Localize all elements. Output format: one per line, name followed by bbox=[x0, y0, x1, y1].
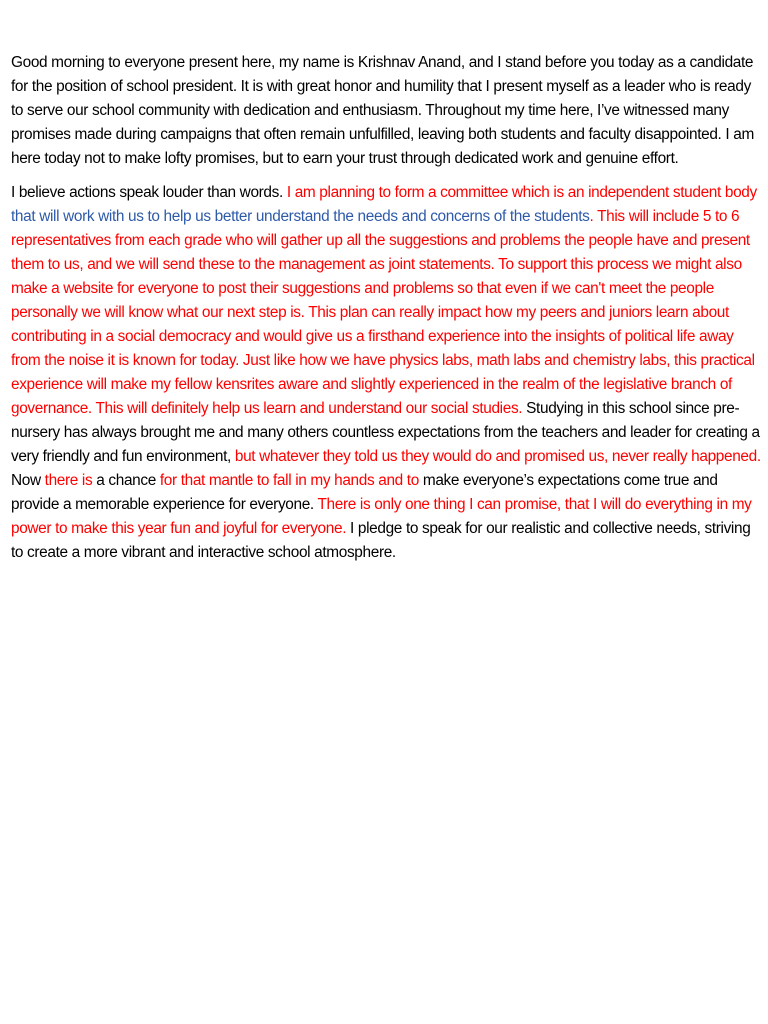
highlighted-text-segment: but whatever they told us they would do and promised us, never really happened. bbox=[234, 448, 761, 465]
highlighted-text-segment: There is only one thing I can promise, that I will do everything in my power to make this year fun and joyful for everyone. bbox=[11, 496, 752, 537]
document-body bbox=[11, 51, 763, 565]
highlighted-text-segment: that will work with us to help us better understand the needs and concerns of the students bbox=[11, 208, 590, 225]
text-segment: a chance bbox=[92, 472, 160, 489]
highlighted-text-segment: for that mantle to fall in my hands and to bbox=[159, 472, 419, 489]
highlighted-text-segment: . This will include 5 to 6 representatives from each grade who will gather up all the suggestions and problems the people have and present them to us, and we will send these to the management as joint statements. To support this process we might also make a website for everyone to post their suggestions and problems so that even if we can't meet the people personally we will know what our next step is. This plan can really impact how my peers and juniors learn about contributing in a social democracy and would give us a firsthand experience into the insights of political life away from the noise it is known for today. Just like how we have physics labs, math labs and chemistry labs, this practical experience will make my fellow kensrites aware and slightly experienced in the realm of the legislative branch of governance. This will definitely help us learn and understand our social studies. bbox=[11, 208, 755, 417]
highlighted-text-segment: I am planning to form a committee which is an independent student body bbox=[286, 184, 757, 201]
text-segment: I pledge to speak for our realistic and collective needs, striving to create a more vibrant and interactive school atmosphere. bbox=[11, 520, 751, 561]
highlighted-text-segment: there is bbox=[44, 472, 93, 489]
paragraph-platform bbox=[11, 181, 763, 565]
text-segment: make everyone’s expectations come true and provide a memorable experience for everyone. bbox=[11, 472, 718, 513]
text-segment: Studying in this school since pre-nursery has always brought me and many others countless expectations from the teachers and leader for creating a very friendly and fun environment, bbox=[11, 400, 760, 465]
text-segment: Now bbox=[11, 472, 45, 489]
paragraph-introduction: Good morning to everyone present here, my name is Krishnav Anand, and I stand before you today as a candidate for the position of school president. It is with great honor and humility that I present myself as a leader who is ready to serve our school community with dedication and enthusiasm. Throughout my time here, I’ve witnessed many promises made during campaigns that often remain unfulfilled, leaving both students and faculty disappointed. I am here today not to make lofty promises, but to earn your trust through dedicated work and genuine effort. bbox=[11, 54, 754, 167]
text-segment: I believe actions speak louder than words. bbox=[11, 184, 287, 201]
